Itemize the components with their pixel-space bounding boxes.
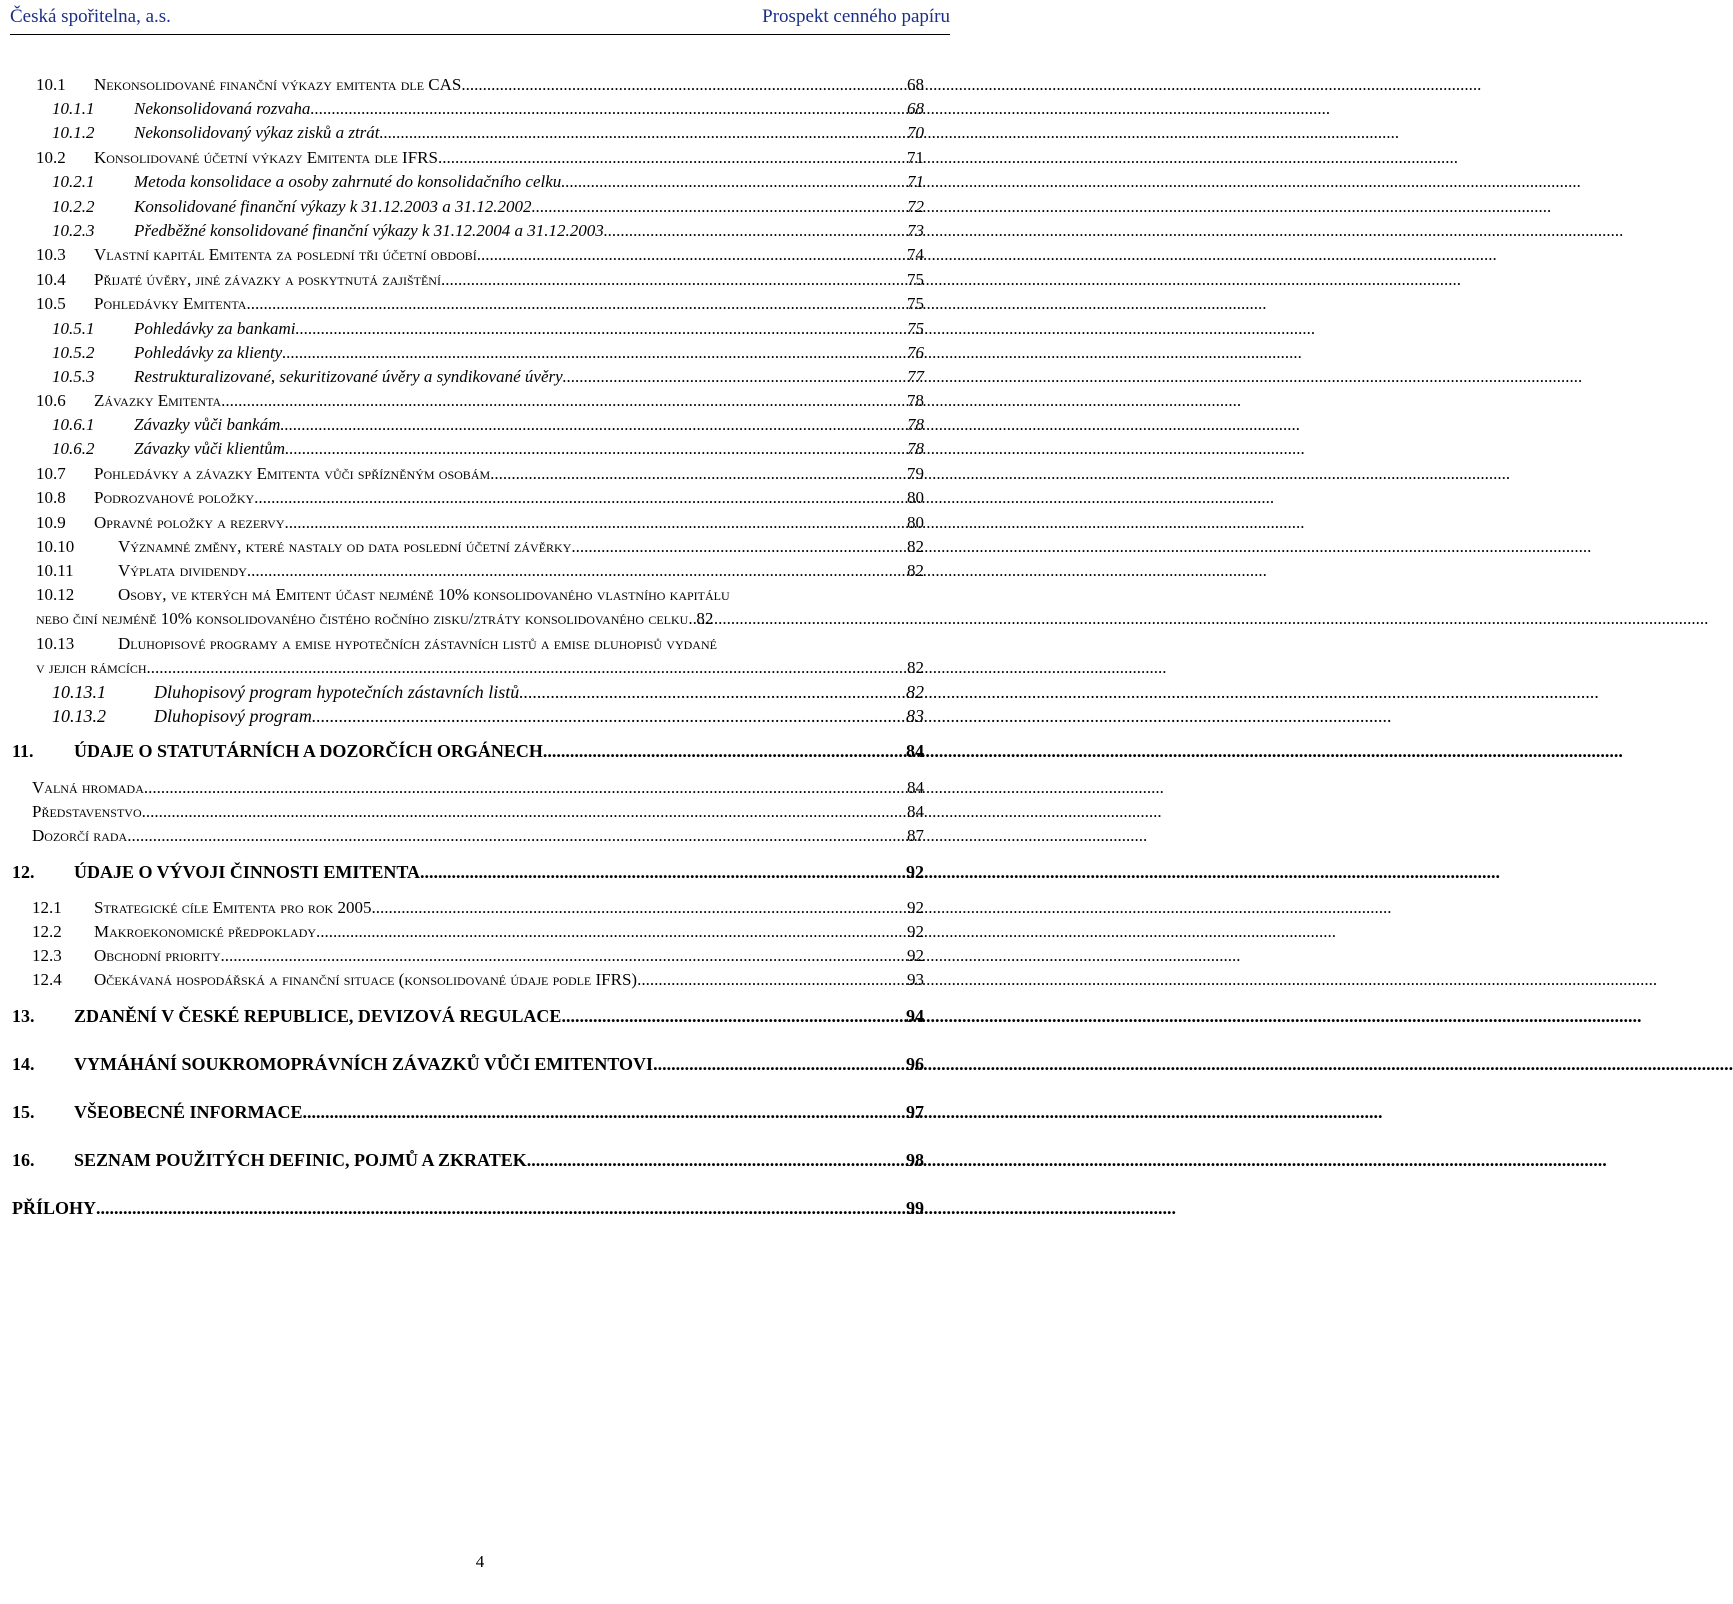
toc-entry[interactable] xyxy=(36,148,924,168)
toc-leader xyxy=(312,706,906,727)
toc-entry-number: 16. xyxy=(12,1150,35,1170)
toc-leader xyxy=(303,1102,906,1123)
toc-entry-title: Nekonsolidovaný výkaz zisků a ztrát xyxy=(134,123,380,142)
toc-leader xyxy=(519,682,906,703)
header-company: Česká spořitelna, a.s. xyxy=(10,6,171,27)
toc-leader xyxy=(221,391,907,411)
toc-entry-number: 10.1.1 xyxy=(52,99,95,118)
toc-entry-title: Pohledávky za klienty xyxy=(134,343,283,362)
toc-chapter[interactable] xyxy=(12,741,924,762)
toc-entry-number: 10.12 xyxy=(36,585,75,604)
toc-entry-number: 10.7 xyxy=(36,464,66,483)
toc-entry-title: Nekonsolidovaná rozvaha xyxy=(134,99,311,118)
toc-entry-page: 83 xyxy=(906,706,924,726)
toc-entry-page: 96 xyxy=(906,1054,924,1074)
toc-chapter[interactable] xyxy=(12,1150,924,1171)
toc-entry-number: 12. xyxy=(12,862,35,882)
toc-leader xyxy=(561,1006,906,1027)
toc-entry[interactable] xyxy=(36,245,924,265)
toc-entry-page: 82 xyxy=(906,682,924,702)
toc-entry[interactable] xyxy=(36,537,924,557)
toc-leader xyxy=(637,970,907,990)
toc-chapter[interactable] xyxy=(12,1054,924,1075)
toc-entry-number: 10.2.3 xyxy=(52,221,95,240)
toc-entry-page: 79 xyxy=(907,464,924,483)
toc-entry-number: 10.5.3 xyxy=(52,367,95,386)
toc-leader xyxy=(295,319,907,339)
toc-entry[interactable] xyxy=(36,270,924,290)
toc-entry[interactable] xyxy=(36,75,924,95)
toc-leader xyxy=(316,922,907,942)
toc-entry-page: 98 xyxy=(906,1150,924,1170)
page-number: 4 xyxy=(475,1552,485,1571)
toc-entry[interactable] xyxy=(36,658,924,678)
toc-entry-number: 10.6 xyxy=(36,391,66,410)
toc-entry-title: Restrukturalizované, sekuritizované úvěry a syndikované úvěry xyxy=(134,367,563,386)
toc-entry-number: 12.3 xyxy=(32,946,62,965)
toc-leader xyxy=(285,439,907,459)
toc-entry[interactable] xyxy=(52,319,924,339)
toc-entry-title-continued: v jejich rámcích xyxy=(36,658,147,677)
toc-entry-number: 11. xyxy=(12,741,34,761)
toc-entry-title: VYMÁHÁNÍ SOUKROMOPRÁVNÍCH ZÁVAZKŮ VŮČI EMITENTOVI xyxy=(74,1054,654,1074)
toc-entry[interactable] xyxy=(36,464,924,484)
toc-entry-title: Osoby, ve kterých má Emitent účast nejméně 10% konsolidovaného vlastního kapitálu xyxy=(118,585,730,604)
toc-leader xyxy=(604,221,907,241)
toc-entry[interactable] xyxy=(52,221,924,241)
toc-entry-title: Makroekonomické předpoklady xyxy=(94,922,317,941)
toc-entry-title: Závazky Emitenta xyxy=(94,391,222,410)
toc-entry-page: 71 xyxy=(907,148,924,167)
toc-entry-page: 97 xyxy=(906,1102,924,1122)
toc-entry-title: Závazky vůči bankám xyxy=(134,415,281,434)
toc-entry-page: 78 xyxy=(907,391,924,410)
toc-entry-number: 10.2 xyxy=(36,148,66,167)
toc-entry-page: 68 xyxy=(907,99,924,118)
toc-chapter[interactable] xyxy=(12,1006,924,1027)
toc-entry-title: Pohledávky Emitenta xyxy=(94,294,247,313)
toc-leader xyxy=(127,826,907,846)
toc-entry-title: Dluhopisový program hypotečních zástavních listů xyxy=(154,682,520,702)
toc-leader xyxy=(371,898,907,918)
toc-leader xyxy=(653,1054,906,1075)
toc-entry-page: 80 xyxy=(907,513,924,532)
toc-leader xyxy=(688,609,696,629)
toc-entry-title: Pohledávky a závazky Emitenta vůči spřízněným osobám xyxy=(94,464,491,483)
toc-entry-line1[interactable] xyxy=(36,585,924,605)
toc-entry-title: VŠEOBECNÉ INFORMACE xyxy=(74,1102,303,1122)
toc-entry-title: Dluhopisové programy a emise hypotečních zástavních listů a emise dluhopisů vydané xyxy=(118,634,717,653)
toc-leader xyxy=(532,197,907,217)
toc-entry-number: 10.4 xyxy=(36,270,66,289)
toc-entry-title: Valná hromada xyxy=(32,778,144,797)
toc-entry-page: 82 xyxy=(907,561,924,580)
toc-entry[interactable] xyxy=(52,343,924,363)
toc-entry-title: Představenstvo xyxy=(32,802,142,821)
toc-entry[interactable] xyxy=(32,970,924,990)
toc-leader xyxy=(527,1150,906,1171)
toc-leader xyxy=(441,270,907,290)
toc-entry-page: 92 xyxy=(907,946,924,965)
toc-entry-title: Přijaté úvěry, jiné závazky a poskytnutá zajištění xyxy=(94,270,441,289)
toc-entry-number: 10.13 xyxy=(36,634,75,653)
toc-entry-title: Závazky vůči klientům xyxy=(134,439,286,458)
toc-entry-line1[interactable] xyxy=(36,634,924,654)
toc-leader xyxy=(571,537,907,557)
toc-entry-title: Strategické cíle Emitenta pro rok 2005 xyxy=(94,898,372,917)
toc-chapter[interactable] xyxy=(12,1198,924,1219)
toc-leader xyxy=(254,488,907,508)
toc-entry-title: Vlastní kapitál Emitenta za poslední tři účetní období xyxy=(94,245,477,264)
toc-entry[interactable] xyxy=(32,946,924,966)
toc-entry-page: 73 xyxy=(907,221,924,240)
toc-entry-number: 12.4 xyxy=(32,970,62,989)
toc-entry-title: Pohledávky za bankami xyxy=(134,319,296,338)
toc-entry-number: 10.13.2 xyxy=(52,706,106,726)
toc-entry-page: 80 xyxy=(907,488,924,507)
toc-entry-title: Opravné položky a rezervy xyxy=(94,513,285,532)
toc-entry-title: PŘÍLOHY xyxy=(12,1198,97,1218)
toc-entry-number: 12.1 xyxy=(32,898,62,917)
toc-entry-title: Obchodní priority xyxy=(94,946,221,965)
toc-entry[interactable] xyxy=(36,294,924,314)
toc-entry-title: Podrozvahové položky xyxy=(94,488,255,507)
toc-entry-page: 84 xyxy=(906,741,924,761)
toc-entry-page: 75 xyxy=(907,270,924,289)
toc-entry-number: 10.5.1 xyxy=(52,319,95,338)
toc-entry-number: 10.10 xyxy=(36,537,75,556)
toc-entry-page: 76 xyxy=(907,343,924,362)
toc-entry-page: 92 xyxy=(907,922,924,941)
toc-leader xyxy=(420,862,906,883)
toc-entry-title: Konsolidované účetní výkazy Emitenta dle IFRS xyxy=(94,148,438,167)
header-document-title: Prospekt cenného papíru xyxy=(762,6,950,27)
toc-entry-number: 10.3 xyxy=(36,245,66,264)
toc-entry-number: 10.8 xyxy=(36,488,66,507)
toc-entry[interactable] xyxy=(32,802,924,822)
toc-leader xyxy=(310,99,907,119)
toc-entry[interactable] xyxy=(32,922,924,942)
toc-entry[interactable] xyxy=(52,123,924,143)
toc-entry[interactable] xyxy=(52,172,924,192)
toc-entry-page: 92 xyxy=(907,898,924,917)
toc-entry-number: 10.5.2 xyxy=(52,343,95,362)
toc-entry[interactable] xyxy=(32,826,924,846)
toc-entry-page: 78 xyxy=(907,415,924,434)
toc-entry-page: 93 xyxy=(907,970,924,989)
toc-entry-page: 77 xyxy=(907,367,924,386)
toc-entry-number: 10.11 xyxy=(36,561,74,580)
toc-entry[interactable] xyxy=(36,609,924,629)
toc-entry-title: ÚDAJE O STATUTÁRNÍCH A DOZORČÍCH ORGÁNECH xyxy=(74,741,543,761)
toc-leader xyxy=(144,778,907,798)
toc-entry[interactable] xyxy=(32,898,924,918)
toc-entry[interactable] xyxy=(36,488,924,508)
toc-entry-page: 94 xyxy=(906,1006,924,1026)
toc-entry[interactable] xyxy=(52,439,924,459)
toc-entry-number: 10.5 xyxy=(36,294,66,313)
toc-leader xyxy=(142,802,907,822)
toc-entry-page: 84 xyxy=(907,778,924,797)
toc-entry[interactable] xyxy=(32,778,924,798)
toc-chapter[interactable] xyxy=(12,1102,924,1123)
toc-leader xyxy=(247,561,907,581)
toc-entry-page: 74 xyxy=(907,245,924,264)
toc-entry-title: ZDANĚNÍ V ČESKÉ REPUBLICE, DEVIZOVÁ REGULACE xyxy=(74,1006,562,1026)
toc-entry-title: Konsolidované finanční výkazy k 31.12.2003 a 31.12.2002 xyxy=(134,197,532,216)
toc-leader xyxy=(280,415,907,435)
toc-entry-page: 92 xyxy=(906,862,924,882)
toc-leader xyxy=(246,294,907,314)
toc-entry-page: 72 xyxy=(907,197,924,216)
toc-entry-page: 82 xyxy=(907,658,924,677)
toc-entry-page: 75 xyxy=(907,319,924,338)
toc-entry-number: 10.2.1 xyxy=(52,172,95,191)
toc-leader xyxy=(543,741,906,762)
toc-entry-page: 68 xyxy=(907,75,924,94)
toc-entry-title: SEZNAM POUŽITÝCH DEFINIC, POJMŮ A ZKRATEK xyxy=(74,1150,527,1170)
toc-entry-title: Nekonsolidované finanční výkazy emitenta dle CAS xyxy=(94,75,462,94)
toc-entry-title: Metoda konsolidace a osoby zahrnuté do konsolidačního celku xyxy=(134,172,562,191)
toc-entry-page: 71 xyxy=(907,172,924,191)
toc-entry-title: Dluhopisový program xyxy=(154,706,312,726)
toc-entry-page: 75 xyxy=(907,294,924,313)
toc-entry[interactable] xyxy=(52,415,924,435)
toc-entry-title: Předběžné konsolidované finanční výkazy k 31.12.2004 a 31.12.2003 xyxy=(134,221,604,240)
toc-entry-number: 10.13.1 xyxy=(52,682,106,702)
toc-entry[interactable] xyxy=(52,682,924,703)
toc-leader xyxy=(282,343,907,363)
toc-entry-page: 84 xyxy=(907,802,924,821)
toc-entry-title: Významné změny, které nastaly od data poslední účetní závěrky xyxy=(118,537,572,556)
toc-entry-number: 10.1.2 xyxy=(52,123,95,142)
toc-entry[interactable] xyxy=(52,197,924,217)
toc-entry[interactable] xyxy=(52,367,924,387)
toc-leader xyxy=(490,464,907,484)
toc-entry-title: Dozorčí rada xyxy=(32,826,128,845)
toc-leader xyxy=(477,245,907,265)
toc-leader xyxy=(561,172,907,192)
toc-entry-title: Výplata dividendy xyxy=(118,561,247,580)
toc-entry-title: Očekávaná hospodářská a finanční situace (konsolidované údaje podle IFRS) xyxy=(94,970,638,989)
toc-leader xyxy=(221,946,907,966)
toc-entry-number: 10.2.2 xyxy=(52,197,95,216)
toc-leader xyxy=(380,123,907,143)
toc-entry-title-continued: nebo činí nejméně 10% konsolidovaného čistého ročního zisku/ztráty konsolidovaného celku xyxy=(36,609,689,628)
toc-entry[interactable] xyxy=(36,561,924,581)
toc-entry-number: 10.9 xyxy=(36,513,66,532)
toc-entry-page: 82 xyxy=(696,609,714,628)
toc-leader xyxy=(96,1198,906,1219)
toc-entry[interactable] xyxy=(36,513,924,533)
toc-entry-number: 10.1 xyxy=(36,75,66,94)
toc-leader xyxy=(285,513,907,533)
toc-entry[interactable] xyxy=(52,99,924,119)
toc-entry-number: 10.6.1 xyxy=(52,415,95,434)
toc-chapter[interactable] xyxy=(12,862,924,883)
toc-entry[interactable] xyxy=(36,391,924,411)
toc-entry-number: 10.6.2 xyxy=(52,439,95,458)
toc-leader xyxy=(438,148,907,168)
toc-leader xyxy=(563,367,907,387)
toc-leader xyxy=(147,658,907,678)
toc-entry-number: 15. xyxy=(12,1102,35,1122)
toc-entry-number: 12.2 xyxy=(32,922,62,941)
toc-entry-page: 70 xyxy=(907,123,924,142)
toc-entry-page: 78 xyxy=(907,439,924,458)
toc-entry-number: 13. xyxy=(12,1006,35,1026)
toc-entry-number: 14. xyxy=(12,1054,35,1074)
toc-entry-page: 82 xyxy=(907,537,924,556)
toc-entry[interactable] xyxy=(52,706,924,727)
toc-leader xyxy=(461,75,907,95)
toc-entry-page: 87 xyxy=(907,826,924,845)
toc-entry-page: 99 xyxy=(906,1198,924,1218)
toc-entry-title: ÚDAJE O VÝVOJI ČINNOSTI EMITENTA xyxy=(74,862,421,882)
